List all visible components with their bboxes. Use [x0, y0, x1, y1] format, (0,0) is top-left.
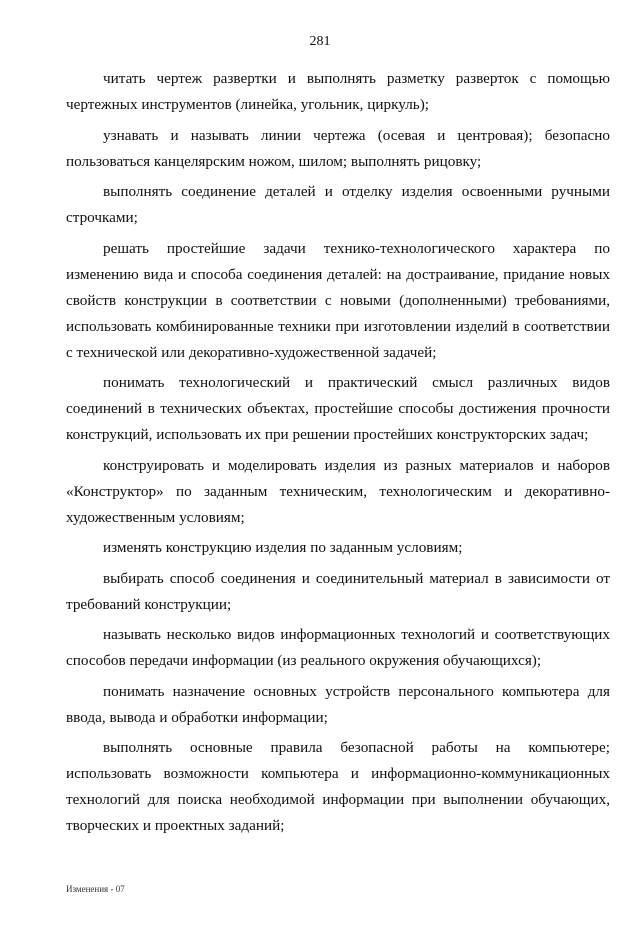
paragraph-1: читать чертеж развертки и выполнять разметку разверток с помощью чертежных инструментов (линейка, угольник, циркуль); [66, 70, 610, 113]
paragraph-6: конструировать и моделировать изделия из разных материалов и наборов «Конструктор» по заданным техническим, технологическим и декоративно-художественным условиям; [66, 456, 610, 526]
document-body [66, 66, 610, 844]
paragraph-7: изменять конструкцию изделия по заданным условиям; [103, 539, 463, 556]
paragraph-2: узнавать и называть линии чертежа (осевая и центровая); безопасно пользоваться канцелярским ножом, шилом; выполнять рицовку; [66, 126, 610, 170]
footer-revision-note: Изменения - 07 [66, 884, 125, 894]
paragraph-10: понимать назначение основных устройств персонального компьютера для ввода, вывода и обработки информации; [66, 682, 610, 726]
paragraph-4: решать простейшие задачи технико-технологического характера по изменению вида и способа соединения деталей: на достраивание, придание новых свойств конструкции в соответствии с новыми (дополненными) требованиями, использовать комбинированные техники при изготовлении изделий в соответствии с технической или декоративно-художественной задачей; [66, 239, 610, 361]
paragraph-9: называть несколько видов информационных технологий и соответствующих способов передачи информации (из реального окружения обучающихся); [66, 626, 610, 669]
page-number: 281 [309, 34, 331, 49]
paragraph-3: выполнять соединение деталей и отделку изделия освоенными ручными строчками; [66, 183, 610, 226]
paragraph-8: выбирать способ соединения и соединительный материал в зависимости от требований конструкции; [66, 569, 610, 613]
paragraph-5: понимать технологический и практический смысл различных видов соединений в технических объектах, простейшие способы достижения прочности конструкций, использовать их при решении простейших конструкторских задач; [66, 374, 610, 443]
paragraph-11: выполнять основные правила безопасной работы на компьютере; использовать возможности компьютера и информационно-коммуникационных технологий для поиска необходимой информации при выполнении обучающих, творческих и проектных заданий; [66, 739, 610, 834]
